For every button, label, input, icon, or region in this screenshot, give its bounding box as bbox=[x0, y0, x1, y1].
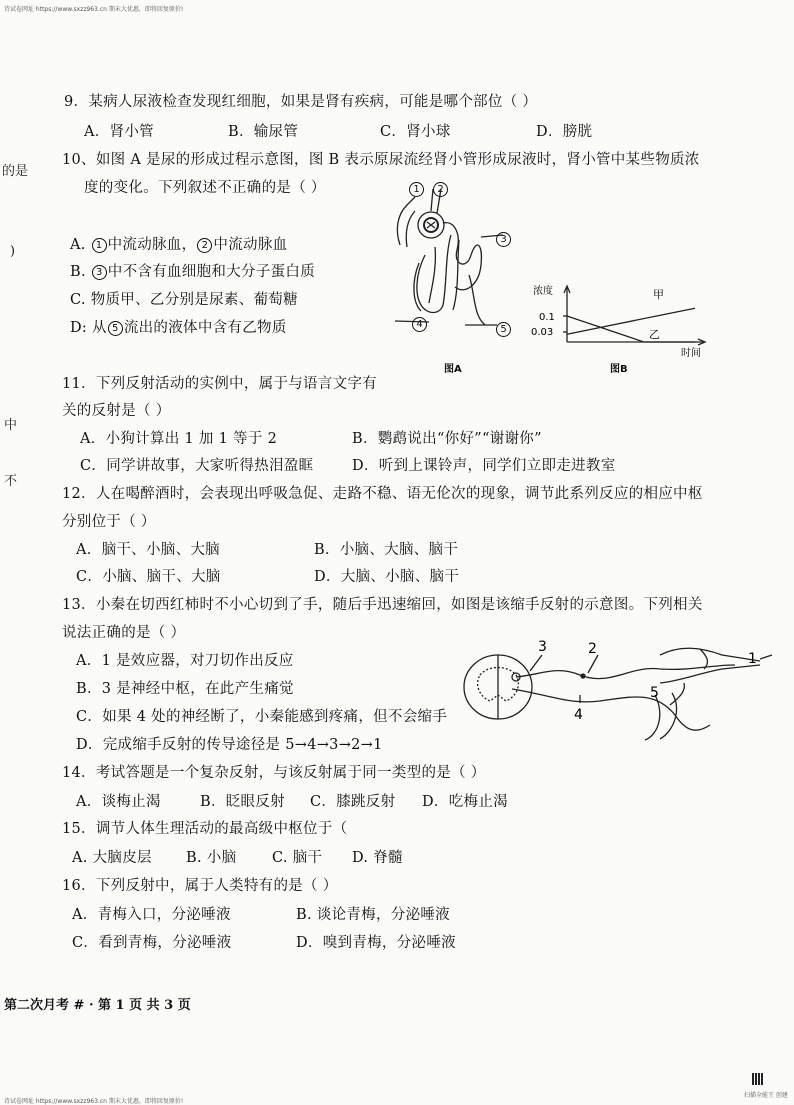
reflex-label-4: 4 bbox=[574, 707, 583, 723]
q16-option-a: A．青梅入口，分泌唾液 bbox=[72, 907, 231, 923]
chart-ytick-low: 0.03 bbox=[531, 327, 554, 338]
q13-stem-line1: 13．小秦在切西红柿时不小心切到了手，随后手迅速缩回，如图是该缩手反射的示意图。下列相关 bbox=[62, 597, 703, 613]
margin-fragment-3: 中 bbox=[4, 418, 18, 433]
figure-b-caption: 图B bbox=[610, 364, 628, 375]
q10-option-a: A. 1 中流动脉血， 2 中流动脉血 bbox=[70, 237, 288, 253]
q11-option-a: A．小狗计算出 1 加 1 等于 2 bbox=[80, 431, 278, 447]
chart-line-jia bbox=[567, 308, 695, 334]
q15-stem: 15．调节人体生理活动的最高级中枢位于（ bbox=[62, 821, 348, 837]
q12-option-a: A．脑干、小脑、大脑 bbox=[76, 542, 220, 558]
margin-fragment-4: 不 bbox=[4, 474, 18, 489]
q15-option-a: A. 大脑皮层 bbox=[72, 850, 152, 866]
q12-option-c: C．小脑、脑干、大脑 bbox=[76, 569, 221, 585]
q9-option-a: A．肾小管 bbox=[84, 124, 154, 140]
q13-option-a: A．1 是效应器，对刀切作出反应 bbox=[76, 653, 294, 669]
q14-option-d: D．吃梅止渴 bbox=[422, 794, 508, 810]
bottom-watermark-note: 诗试卷网址 https://www.sxzz963.cn 期末大优惠，即将回复原价! bbox=[4, 1098, 184, 1105]
q12-option-d: D．大脑、小脑、脑干 bbox=[314, 569, 460, 585]
q9-stem: 9．某病人尿液检查发现红细胞，如果是肾有疾病，可能是哪个部位（ ） bbox=[64, 94, 538, 110]
chart-ytick-high: 0.1 bbox=[539, 312, 555, 323]
scanner-label: 扫描全能王 创建 bbox=[744, 1092, 788, 1099]
q10-option-b: B. 3 中不含有血细胞和大分子蛋白质 bbox=[70, 264, 315, 280]
q15-option-b: B. 小脑 bbox=[186, 850, 237, 866]
figure-a-caption: 图A bbox=[444, 364, 462, 375]
q16-option-d: D．嗅到青梅，分泌唾液 bbox=[296, 935, 456, 951]
reflex-arc-figure bbox=[460, 635, 780, 745]
q10-option-d: D: 从 5 流出的液体中含有乙物质 bbox=[70, 320, 287, 336]
chart-xlabel: 时间 bbox=[681, 348, 701, 359]
margin-fragment-1: 的是 bbox=[2, 164, 29, 179]
q9-option-b: B．输尿管 bbox=[228, 124, 299, 140]
figure-a-label-1: 1 bbox=[408, 178, 425, 197]
reflex-label-1: 1 bbox=[748, 651, 757, 667]
figure-a-nephron bbox=[385, 175, 515, 335]
q9-option-c: C．肾小球 bbox=[380, 124, 451, 140]
q16-option-c: C．看到青梅，分泌唾液 bbox=[72, 935, 232, 951]
top-watermark-note: 诗试卷网址 https://www.sxzz963.cn 期末大优惠，即将回复原价! bbox=[4, 6, 184, 13]
q12-option-b: B．小脑、大脑、脑干 bbox=[314, 542, 459, 558]
chart-series-label-yi: 乙 bbox=[649, 328, 660, 341]
q12-stem-line2: 分别位于（ ） bbox=[62, 514, 156, 530]
q16-option-b: B. 谈论青梅，分泌唾液 bbox=[296, 907, 450, 923]
q14-option-c: C．膝跳反射 bbox=[310, 794, 396, 810]
q10-option-c: C. 物质甲、乙分别是尿素、葡萄糖 bbox=[70, 292, 298, 308]
q11-option-c: C．同学讲故事，大家听得热泪盈眶 bbox=[80, 458, 314, 474]
margin-fragment-2: ) bbox=[10, 244, 16, 259]
reflex-label-3: 3 bbox=[538, 639, 547, 655]
q11-stem-line1: 11．下列反射活动的实例中，属于与语言文字有 bbox=[62, 376, 378, 392]
q10-stem-line1: 10、如图 A 是尿的形成过程示意图，图 B 表示原尿流经肾小管形成尿液时，肾小管中某些物质浓 bbox=[62, 152, 700, 168]
chart-ylabel: 浓度 bbox=[533, 286, 553, 297]
page-footer: 第二次月考 # · 第 1 页 共 3 页 bbox=[4, 998, 191, 1013]
reflex-label-5: 5 bbox=[650, 685, 659, 701]
q13-option-d: D．完成缩手反射的传导途径是 5→4→3→2→1 bbox=[76, 737, 383, 753]
figure-a-label-3: 3 bbox=[495, 228, 512, 247]
chart-series-label-jia: 甲 bbox=[653, 288, 664, 301]
q15-option-d: D. 脊髓 bbox=[352, 850, 403, 866]
q12-stem-line1: 12．人在喝醉酒时，会表现出呼吸急促、走路不稳、语无伦次的现象，调节此系列反应的相应中枢 bbox=[62, 486, 703, 502]
q11-option-b: B．鹦鹉说出“你好”“谢谢你” bbox=[352, 431, 542, 447]
figure-a-label-5: 5 bbox=[495, 318, 512, 337]
q10-stem-line2: 度的变化。下列叙述不正确的是（ ） bbox=[84, 180, 326, 196]
chart-line-yi bbox=[567, 316, 695, 342]
q11-stem-line2: 关的反射是（ ） bbox=[62, 403, 171, 419]
q9-option-d: D．膀胱 bbox=[536, 124, 593, 140]
q15-option-c: C. 脑干 bbox=[272, 850, 323, 866]
figure-b-chart bbox=[525, 282, 715, 362]
q13-stem-line2: 说法正确的是（ ） bbox=[62, 625, 186, 641]
figure-a-label-2: 2 bbox=[432, 178, 449, 197]
q13-option-c: C．如果 4 处的神经断了，小秦能感到疼痛，但不会缩手 bbox=[76, 709, 448, 725]
q14-option-a: A．谈梅止渴 bbox=[76, 794, 161, 810]
q11-option-d: D．听到上课铃声，同学们立即走进教室 bbox=[352, 458, 616, 474]
figure-a-label-4: 4 bbox=[411, 313, 428, 332]
q14-option-b: B．眨眼反射 bbox=[200, 794, 285, 810]
q14-stem: 14．考试答题是一个复杂反射，与该反射属于同一类型的是（ ） bbox=[62, 765, 486, 781]
qr-code-icon bbox=[752, 1073, 764, 1085]
reflex-label-2: 2 bbox=[588, 641, 597, 657]
q13-option-b: B．3 是神经中枢，在此产生痛觉 bbox=[76, 681, 294, 697]
q16-stem: 16．下列反射中，属于人类特有的是（ ） bbox=[62, 878, 338, 894]
